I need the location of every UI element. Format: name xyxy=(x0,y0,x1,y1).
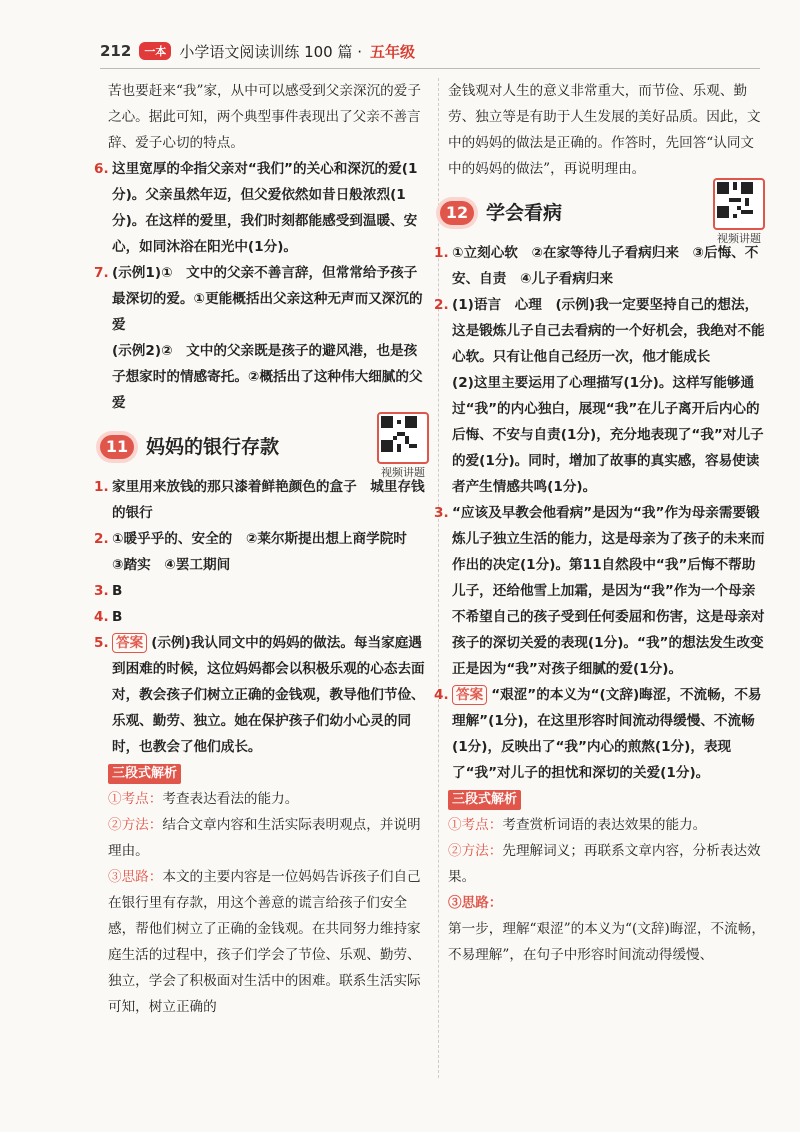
qr-code-icon[interactable] xyxy=(713,178,765,230)
analysis-thinking xyxy=(108,864,430,1020)
book-title: 小学语文阅读训练 100 篇 · xyxy=(179,42,363,61)
answer-3 xyxy=(94,578,430,604)
header-rule xyxy=(100,68,760,69)
method-text: 先理解词义；再联系文章内容，分析表达效果。 xyxy=(448,843,761,885)
grade-label: 五年级 xyxy=(370,42,416,61)
answer-number: 6. xyxy=(94,161,109,177)
answer-text: 这里宽厚的伞指父亲对“我们”的关心和深沉的爱(1分)。父亲虽然年迈，但父爱依然如昔日般浓烈(1分)。在这样的爱里，我们时刻都能感受到温暖、安心，如同沐浴在阳光中(1分)。 xyxy=(112,161,418,255)
method-label: ②方法： xyxy=(108,817,163,833)
brand-logo: 一本 xyxy=(139,42,171,60)
answer-number: 5. xyxy=(94,635,109,651)
thinking-label: ③思路： xyxy=(108,869,163,885)
qr-label: 视频讲题 xyxy=(381,466,425,479)
analysis-step: 第一步，理解“艰涩”的本义为“(文辞)晦涩，不流畅，不易理解”，在句子中形容时间流动得缓慢、 xyxy=(448,921,765,963)
method-text: 结合文章内容和生活实际表明观点，并说明理由。 xyxy=(108,817,421,859)
answer-badge: 答案 xyxy=(452,685,487,705)
point-label: ①考点： xyxy=(448,817,503,833)
answer-number: 1. xyxy=(434,245,449,261)
answer-2 xyxy=(94,526,430,578)
analysis-thinking xyxy=(448,890,766,916)
answer-number: 1. xyxy=(94,479,109,495)
section-title: 学会看病 xyxy=(486,202,563,224)
analysis-point xyxy=(108,786,430,812)
answer-number: 2. xyxy=(434,297,449,313)
analysis-method xyxy=(108,812,430,864)
page-number: 212 xyxy=(100,42,132,60)
answer-text: (示例)我认同文中的妈妈的做法。每当家庭遇到困难的时候，这位妈妈都会以积极乐观的心态去面对，教会孩子们树立正确的金钱观，教导他们节俭、乐观、勤劳、独立。她在保护孩子们幼小心灵的同时，也教会了他们成长。 xyxy=(112,635,425,755)
analysis-method xyxy=(448,838,766,890)
answer-number: 2. xyxy=(94,531,109,547)
video-qr[interactable] xyxy=(712,178,766,246)
answer-4 xyxy=(434,682,766,786)
answer-1 xyxy=(434,240,766,292)
answer-number: 3. xyxy=(94,583,109,599)
answer-number: 3. xyxy=(434,505,449,521)
answer-number: 7. xyxy=(94,265,109,281)
answer-3 xyxy=(434,500,766,682)
answer-1 xyxy=(94,474,430,526)
analysis-tag: 三段式解析 xyxy=(108,764,181,784)
answer-4 xyxy=(94,604,430,630)
right-column xyxy=(434,78,766,968)
analysis-tag: 三段式解析 xyxy=(448,790,521,810)
answer-text: (2)这里主要运用了心理描写(1分)。这样写能够通过“我”的内心独白，展现“我”在儿子离开后内心的后悔、不安与自责(1分)，充分地表现了“我”对儿子的爱(1分)。同时，增加了故事的真实感，容易使读者产生情感共鸣(1分)。 xyxy=(452,375,764,495)
page-header xyxy=(100,36,415,66)
qr-code-icon[interactable] xyxy=(377,412,429,464)
section-title: 妈妈的银行存款 xyxy=(146,436,280,458)
answer-number: 4. xyxy=(94,609,109,625)
section-header-11 xyxy=(100,426,430,479)
answer-text: B xyxy=(112,583,123,599)
answer-number: 4. xyxy=(434,687,449,703)
answer-text: (1)语言 心理 (示例)我一定要坚持自己的想法，这是锻炼儿子自己去看病的一个好机会，我绝对不能心软。只有让他自己经历一次，他才能成长 xyxy=(452,297,765,365)
answer-badge: 答案 xyxy=(112,633,147,653)
qr-label: 视频讲题 xyxy=(717,232,761,245)
right-intro: 金钱观对人生的意义非常重大，而节俭、乐观、勤劳、独立等是有助于人生发展的美好品质。因此，文中的妈妈的做法是正确的。作答时，先回答“认同文中的妈妈的做法”，再说明理由。 xyxy=(448,83,761,177)
answer-text: (示例1)① 文中的父亲不善言辞，但常常给予孩子最深切的爱。①更能概括出父亲这种无声而又深沉的爱 xyxy=(112,265,423,333)
answer-text: 家里用来放钱的那只漆着鲜艳颜色的盒子 城里存钱的银行 xyxy=(112,479,425,521)
point-text: 考查赏析词语的表达效果的能力。 xyxy=(502,817,707,833)
method-label: ②方法： xyxy=(448,843,503,859)
point-text: 考查表达看法的能力。 xyxy=(162,791,299,807)
left-intro: 苦也要赶来“我”家，从中可以感受到父亲深沉的爱子之心。据此可知，两个典型事件表现出了父亲不善言辞、爱子心切的特点。 xyxy=(108,83,421,151)
section-number: 12 xyxy=(440,201,474,225)
section-header-12 xyxy=(440,192,766,245)
answer-2 xyxy=(434,292,766,500)
answer-text: B xyxy=(112,609,123,625)
section-number: 11 xyxy=(100,435,134,459)
thinking-text: 本文的主要内容是一位妈妈告诉孩子们自己在银行里有存款，用这个善意的谎言给孩子们安全感，帮他们树立了正确的金钱观。在共同努力维持家庭生活的过程中，孩子们学会了节俭、乐观、勤劳、独立，学会了积极面对生活中的困难。联系生活实际可知，树立正确的 xyxy=(108,869,421,1015)
thinking-label: ③思路： xyxy=(448,895,503,911)
answer-text: (示例2)② 文中的父亲既是孩子的避风港，也是孩子想家时的情感寄托。②概括出了这种伟大细腻的父爱 xyxy=(112,343,423,411)
answer-text: ①暖乎乎的、安全的 ②莱尔斯提出想上商学院时 ③踏实 ④罢工期间 xyxy=(112,531,421,573)
answer-6 xyxy=(94,156,430,260)
answer-5 xyxy=(94,630,430,760)
answer-text: “应该及早教会他看病”是因为“我”作为母亲需要锻炼儿子独立生活的能力，这是母亲为了孩子的未来而作出的决定(1分)。第11自然段中“我”后悔不帮助儿子，还给他雪上加霜，是因为“我”作为一个母亲不希望自己的孩子受到任何委屈和伤害，这是母亲对孩子的深切关爱的表现(1分)。“我”的想法发生改变正是因为“我”对孩子细腻的爱(1分)。 xyxy=(452,505,765,677)
answer-7 xyxy=(94,260,430,416)
answer-text: ①立刻心软 ②在家等待儿子看病归来 ③后悔、不安、自责 ④儿子看病归来 xyxy=(452,245,759,287)
video-qr[interactable] xyxy=(376,412,430,480)
point-label: ①考点： xyxy=(108,791,163,807)
analysis-point xyxy=(448,812,766,838)
answer-text: “艰涩”的本义为“(文辞)晦涩，不流畅，不易理解”(1分)，在这里形容时间流动得缓慢、不流畅(1分)，反映出了“我”内心的煎熬(1分)，表现了“我”对儿子的担忧和深切的关爱(1分)。 xyxy=(452,687,762,781)
left-column xyxy=(94,78,430,1020)
